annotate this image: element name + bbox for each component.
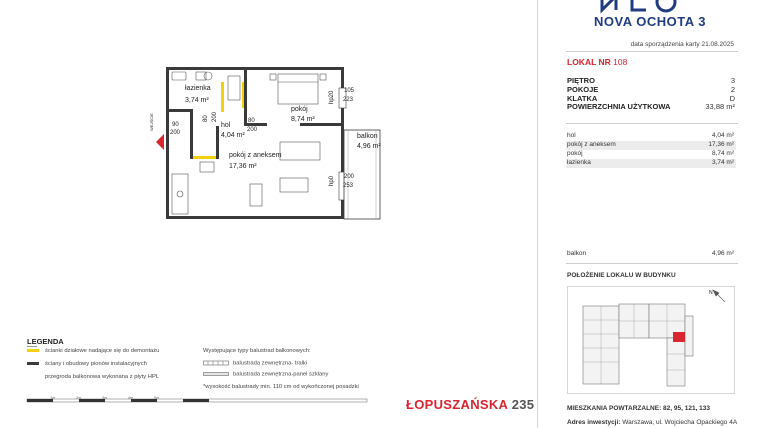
svg-text:253: 253 (343, 183, 354, 189)
svg-text:80: 80 (203, 115, 209, 122)
legend-title: LEGENDA (27, 337, 64, 346)
scale-label: 1m (50, 396, 56, 400)
svg-text:hol: hol (221, 122, 231, 129)
svg-text:200: 200 (212, 111, 218, 122)
room-row: pokój z aneksem 17,36 m² (567, 141, 734, 148)
divider (566, 263, 738, 264)
svg-text:N: N (709, 290, 713, 296)
project-name: NOVA OCHOTA 3 (594, 14, 706, 29)
card-date: data sporządzenia karty 21.08.2025 (630, 41, 734, 48)
svg-text:200: 200 (170, 130, 181, 136)
brand-logo: ŁOPUSZAŃSKA 235 (406, 397, 535, 412)
scale-label: 4m (128, 396, 134, 400)
balustrada-tralki: balustrada zewnętrzna- tralki (203, 360, 307, 367)
svg-text:4,96 m²: 4,96 m² (357, 143, 381, 150)
svg-text:105: 105 (344, 88, 355, 94)
svg-text:90: 90 (172, 122, 179, 128)
legend-item-walls: ściany i obudowy pionów instalacyjnych (27, 361, 147, 367)
scale-label: 5m (154, 396, 160, 400)
balustrady-title: Występujące typy balustrad balkonowych: (203, 348, 311, 354)
scale-label: 3m (102, 396, 108, 400)
vertical-divider (537, 0, 538, 428)
room-row: hol 4,04 m² (567, 132, 734, 139)
svg-text:4,04 m²: 4,04 m² (221, 132, 245, 139)
svg-text:17,36 m²: 17,36 m² (229, 163, 257, 170)
room-row: pokój 8,74 m² (567, 150, 734, 157)
building-keyplan (567, 286, 735, 394)
investment-address: Adres inwestycji: Warszawa, ul. Wojciecha Opackiego 4A (567, 419, 738, 426)
svg-text:balkon: balkon (357, 133, 378, 140)
svg-text:hp0: hp0 (329, 175, 335, 186)
legend-item-hpl: przegroda balkonowa wykonana z płyty HPL (45, 374, 160, 380)
balustrada-note: *wysokość balustrady min. 110 cm od wykończonej posadzki (203, 384, 359, 390)
position-title: POŁOŻENIE LOKALU W BUDYNKU (567, 272, 676, 279)
scale-label: 2m (76, 396, 82, 400)
room-row: łazienka 3,74 m² (567, 159, 734, 166)
svg-text:8,74 m²: 8,74 m² (291, 116, 315, 123)
repeated-apartments: MIESZKANIA POWTARZALNE: 82, 95, 121, 133 (567, 405, 711, 412)
floor-plan (150, 62, 380, 227)
svg-text:200: 200 (247, 127, 258, 133)
lokal-number: 108 (613, 57, 628, 67)
svg-text:3,74 m²: 3,74 m² (185, 97, 209, 104)
divider (566, 123, 738, 124)
svg-text:pokój z aneksem: pokój z aneksem (229, 152, 282, 159)
north-arrow-icon (713, 290, 725, 302)
apartment-highlight (673, 332, 685, 342)
svg-text:WEJŚCIE: WEJŚCIE (149, 113, 154, 131)
svg-text:223: 223 (343, 97, 354, 103)
balcony-row: balkon 4,96 m² (567, 250, 734, 257)
svg-text:hp20: hp20 (329, 90, 335, 104)
lokal-title (567, 57, 627, 67)
balustrada-glass: balustrada zewnętrzna-panel szklany (203, 371, 328, 378)
legend-item-demountable: ścianki działowe nadające się do demontażu (27, 348, 159, 354)
svg-text:pokój: pokój (291, 106, 308, 113)
lokal-label: LOKAL NR (567, 57, 611, 67)
divider (566, 51, 738, 52)
svg-text:80: 80 (248, 118, 255, 124)
divider (27, 346, 37, 347)
svg-text:łazienka: łazienka (185, 85, 211, 92)
svg-text:200: 200 (344, 174, 355, 180)
